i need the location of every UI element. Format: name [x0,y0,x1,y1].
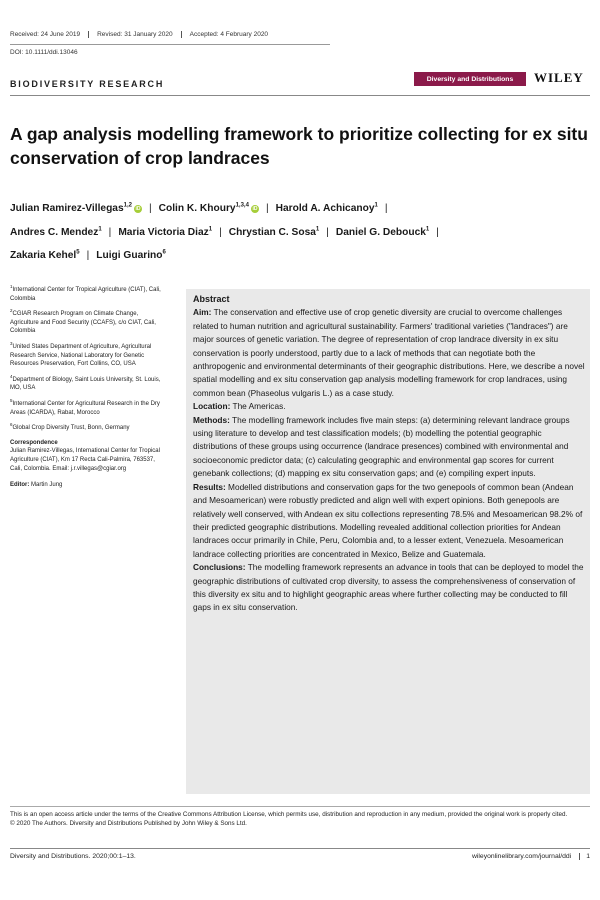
author-separator: | [86,250,90,262]
author-name[interactable] [118,227,212,238]
footer-right [472,853,590,860]
abstract [193,293,585,615]
author-name[interactable] [159,203,259,214]
page-number: 1 [579,853,590,860]
location-label: Location: [193,401,231,412]
author-separator: | [436,226,439,238]
author-list [10,196,590,266]
author-name-text: Zakaria Kehel [10,250,77,262]
author-name[interactable] [10,250,80,261]
citation-line: Diversity and Distributions. 2020;00:1–13. [10,853,136,860]
affiliation-item [10,373,168,393]
doi[interactable]: DOI: 10.1111/ddi.13046 [10,49,78,56]
footnote [10,810,595,828]
author-affiliation-mark: 1 [208,226,213,233]
author-separator: | [265,203,269,215]
abstract-location [193,400,585,413]
affiliations-column [10,283,168,490]
affiliation-number: 4 [10,373,13,379]
aim-text: The conservation and effective use of crop genetic diversity are crucial to overcome challenges related to human nutrition and agricultural sustainability. Farmers' traditional varieties ("landraces") are major sources of genetic variation. The degree of representation of crop landrace diversity in ex situ conservation is poorly understood, partly due to a lack of methods that can negotiate both the anthropogenic and environmental determinants of their geographic distributions. Here, we describe a novel spatial modelling and ex situ conservation gap analysis modelling framework for crop landraces, using common bean (Phaseolus vulgaris L.) as a case study. [193,307,585,398]
author-name-text: Harold A. Achicanoy [275,203,375,215]
affiliation-number: 6 [10,422,13,428]
abstract-aim [193,306,585,400]
license-text: This is an open access article under the terms of the Creative Commons Attribution License, which permits use, distribution and reproduction in any medium, provided the original work is properly cited. [10,811,568,818]
affiliation-number: 2 [10,308,13,314]
author-affiliation-mark: 1 [315,226,320,233]
abstract-methods [193,414,585,481]
affiliation-text: United States Department of Agriculture, Agricultural Research Service, National Laboratory for Genetic Resources Preservation, Fort Collins, CO, USA [10,343,152,368]
author-affiliation-mark: 1,2 [123,203,132,209]
journal-url[interactable]: wileyonlinelibrary.com/journal/ddi [471,853,572,860]
header-rule [10,95,590,96]
conclusions-label: Conclusions: [193,562,246,573]
author-separator: | [219,226,222,238]
results-text: Modelled distributions and conservation gaps for the two genepools of common bean (Andean and Mesoamerican) were robustly predicted and align well with expert opinions. Both genepools are relatively well conserved, with Andean ex situ collections representing 78.5% and Mesoamerican 98.2% of their predicted geographic distributions. Modelling revealed additional collection priorities for Andean landraces occur primarily in Chile, Peru, Colombia and, to a lesser extent, Venezuela. Mesoamerican landrace collecting priorities are concentrated in Mexico, Belize and Guatemala. [193,481,583,559]
footnote-rule [10,806,590,807]
author-name-text: Colin K. Khoury [158,203,236,215]
editor-name: Martin Jung [31,482,63,489]
affiliation-number: 5 [10,397,13,403]
accepted-date: Accepted: 4 February 2020 [181,31,276,38]
author-affiliation-mark: 6 [162,249,166,256]
author-name[interactable] [229,227,320,238]
abstract-heading: Abstract [193,294,230,304]
author-name[interactable] [276,203,378,214]
author-affiliation-mark: 1 [374,203,378,209]
author-name[interactable] [10,203,142,214]
article-dates [10,31,276,38]
author-separator: | [384,203,388,215]
section-label: BIODIVERSITY RESEARCH [10,79,165,89]
methods-label: Methods: [193,414,230,425]
header-divider [10,44,330,45]
correspondence-heading: Correspondence [10,439,58,446]
editor-line [10,481,168,490]
author-name-text: Chrystian C. Sosa [228,226,316,238]
author-name[interactable] [10,227,102,238]
affiliations [10,283,168,433]
affiliation-text: International Center for Agricultural Research in the Dry Areas (ICARDA), Rabat, Morocco [10,400,160,416]
author-separator: | [326,226,329,238]
editor-label: Editor: [10,482,30,489]
abstract-results [193,481,585,561]
location-text: The Americas. [232,401,286,412]
affiliation-number: 3 [10,340,13,346]
author-affiliation-mark: 1 [425,226,430,233]
affiliation-number: 1 [10,284,13,289]
article-title: A gap analysis modelling framework to prioritize collecting for ex situ conservation of crop landraces [10,124,588,168]
affiliation-text: Department of Biology, Saint Louis University, St. Louis, MO, USA [10,376,161,392]
received-date: Received: 24 June 2019 [10,31,81,38]
author-affiliation-mark: 1 [98,226,102,233]
revised-date: Revised: 31 January 2020 [88,31,181,38]
author-separator: | [148,203,152,215]
affiliation-text: International Center for Tropical Agriculture (CIAT), Cali, Colombia [10,287,161,302]
orcid-icon[interactable]: iD [135,205,141,212]
publisher-logo: WILEY [534,70,584,85]
methods-text: The modelling framework includes five main steps: (a) determining relevant landrace groups using literature to develop and test classification models; (b) modelling the potential geographic distributions of these groups using occurrence (landrace presences) combined with environmental and socioeconomic predictor data; (c) calculating geographic and environmental gap scores for current genebank collections; (d) mapping ex situ conservation gaps; and (e) compiling expert inputs. [193,414,570,479]
copyright-text: © 2020 The Authors. Diversity and Distributions Published by John Wiley & Sons Ltd. [10,820,247,827]
author-name-text: Daniel G. Debouck [335,226,426,238]
aim-label: Aim: [193,307,212,318]
affiliation-item [10,307,168,336]
author-affiliation-mark: 1,3,4 [235,203,249,209]
author-name-text: Maria Victoria Diaz [118,226,209,238]
author-name[interactable] [96,250,166,261]
affiliation-text: CGIAR Research Program on Climate Change, Agriculture and Food Security (CCAFS), c/o CIAT, Cali, Colombia [10,311,156,335]
journal-badge: Diversity and Distributions [414,72,526,86]
author-name-text: Luigi Guarino [96,250,163,262]
author-affiliation-mark: 5 [76,249,80,256]
conclusions-text: The modelling framework represents an advance in tools that can be deployed to model the geographic distributions of cultivated crop diversity, to assess the comprehensiveness of conservation of this diversity ex situ and to highlight geographic areas where further collecting may be conducted to fill gaps in ex situ conservation. [193,562,584,613]
affiliation-item [10,397,168,417]
affiliation-item [10,283,168,303]
affiliation-item [10,421,168,433]
author-name-text: Andres C. Mendez [10,226,99,238]
affiliation-text: Global Crop Diversity Trust, Bonn, Germany [12,425,130,432]
affiliation-item [10,340,168,369]
footer-rule [10,848,590,849]
author-name-text: Julian Ramirez-Villegas [10,203,124,215]
results-label: Results: [193,481,226,492]
orcid-icon[interactable]: iD [252,205,258,212]
author-separator: | [108,226,112,238]
correspondence-text: Julian Ramirez-Villegas, International Center for Tropical Agriculture (CIAT), Km 17 Recta Cali-Palmira, 763537, Cali, Colombia. Email: j.r.villegas@cgiar.org [10,448,160,472]
abstract-conclusions [193,561,585,615]
author-name[interactable] [336,227,429,238]
